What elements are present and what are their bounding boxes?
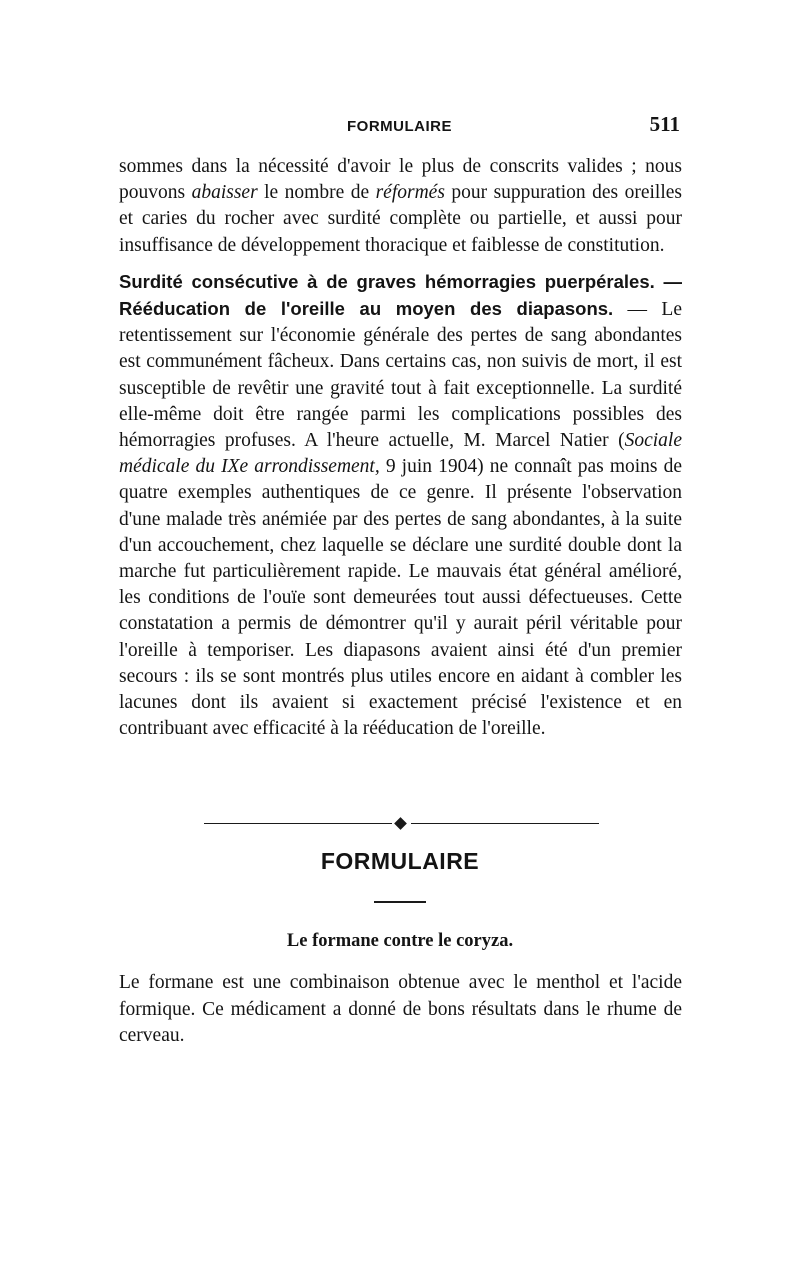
running-title: FORMULAIRE [347, 118, 452, 135]
citation-source: Sociale médicale du IXe arrondissement, [119, 430, 682, 478]
emphasis-abaisser: abaisser [191, 182, 258, 204]
paragraph-1-text-e: pour suppuration des oreilles et caries du rocher avec surdité complète ou partielle, et aussi pour insuffisance de développement thoracique et faiblesse de constitution. [119, 182, 682, 256]
paragraph-2-run-in-title: Surdité consécutive à de graves hémorragies puerpérales. — Rééducation de l'oreille au moyen des diapasons. [119, 270, 682, 320]
paragraph-formane: Le formane est une combinaison obtenue avec le menthol et l'acide formique. Ce médicament a donné de bons résultats dans le rhume de cerveau. [119, 972, 682, 1046]
section-heading: FORMULAIRE [320, 848, 480, 874]
section-subheading: Le formane contre le coryza. [286, 931, 514, 951]
paragraph-2-text-b: 9 juin 1904) ne connaît pas moins de quatre exemples authentiques de ce genre. Il présente l'observation d'une malade très anémiée par des pertes de sang abondantes, à la suite d'un accouchement, chez laquelle se déclare une surdité double dont la marche fut particulièrement rapide. Le mauvais état général amélioré, les conditions de l'ouïe sont demeurées tout aussi défectueuses. Cette constatation a permis de démontrer qu'il y aurait péril véritable pour l'oreille à temporiser. Les diapasons avaient ainsi été d'un premier secours : ils se sont montrés plus utiles encore en aidant à combler les lacunes dont ils avaient si exactement précisé l'existence et en contribuant avec efficacité à la rééducation de l'oreille. [119, 456, 682, 740]
paragraph-2-text-a: — Le retentissement sur l'économie générale des pertes de sang abondantes est communément fâcheux. Dans certains cas, non suivis de mort, il est susceptible de revêtir une gravité tout à fait exceptionnelle. La surdité elle-même doit être rangée parmi les complications possibles des hémorragies profuses. A l'heure actuelle, M. Marcel Natier ( [119, 299, 682, 452]
ornamental-divider [204, 817, 599, 831]
body-text [119, 154, 682, 742]
heading-rule [374, 901, 426, 903]
diamond-ornament-icon [394, 817, 407, 830]
divider-line-right [411, 823, 599, 824]
paragraph-1-text-c: le nombre de [257, 182, 376, 204]
divider-line-left [204, 823, 392, 824]
paragraph-1-text-a: sommes dans la nécessité d'avoir le plus de conscrits valides ; nous pouvons [119, 156, 682, 204]
paragraph-surdite [119, 269, 682, 743]
emphasis-reformes: réformés [375, 182, 445, 204]
paragraph-conscrits [119, 154, 682, 259]
running-head [119, 112, 680, 142]
page-number: 511 [649, 112, 680, 136]
